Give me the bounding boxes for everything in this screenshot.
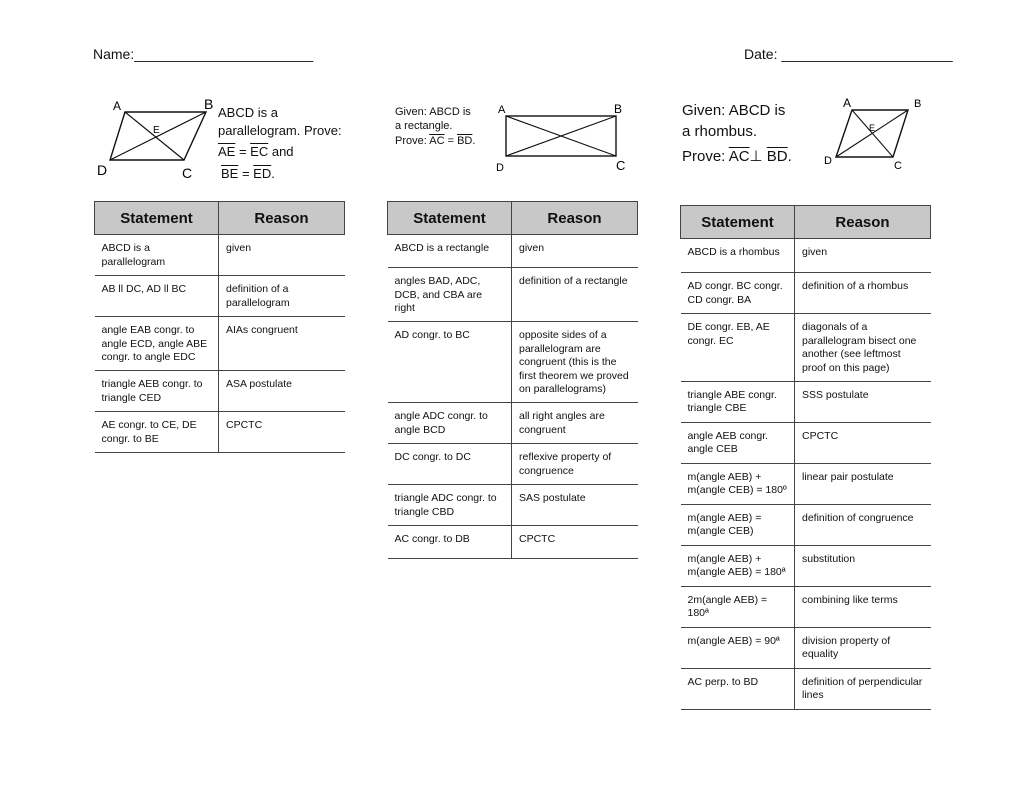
proof-row xyxy=(95,235,345,276)
period: . xyxy=(472,134,476,147)
statement-cell: DC congr. to DC xyxy=(388,444,512,485)
vertex-label-a: A xyxy=(113,99,122,113)
statement-cell: AB ll DC, AD ll BC xyxy=(95,276,219,317)
prove-prefix: Prove: xyxy=(395,134,430,147)
vertex-label-a: A xyxy=(843,96,852,110)
statement-cell: triangle AEB congr. to triangle CED xyxy=(95,371,219,412)
proof-row xyxy=(681,273,931,314)
statement-header: Statement xyxy=(95,202,219,235)
period: . xyxy=(787,148,792,165)
reason-cell: definition of a rhombus xyxy=(795,273,931,314)
statement-cell: m(angle AEB) + m(angle CEB) = 180º xyxy=(681,463,795,504)
statement-cell: ABCD is a rhombus xyxy=(681,239,795,273)
proof2-table xyxy=(387,201,638,559)
proof2-given-line1: Given: ABCD is xyxy=(395,106,471,118)
proof-row xyxy=(95,317,345,371)
statement-cell: DE congr. EB, AE congr. EC xyxy=(681,314,795,382)
equals-sign: = xyxy=(444,134,458,147)
statement-cell: m(angle AEB) = m(angle CEB) xyxy=(681,504,795,545)
reason-cell: CPCTC xyxy=(512,526,638,559)
segment-bd: $\overline{BD}$ xyxy=(457,134,473,147)
reason-cell: given xyxy=(219,235,345,276)
reason-cell: SSS postulate xyxy=(795,381,931,422)
reason-cell: definition of a rectangle xyxy=(512,268,638,322)
proof-row xyxy=(681,463,931,504)
date-field-label: Date: ______________________ xyxy=(744,46,953,62)
reason-cell: CPCTC xyxy=(795,422,931,463)
proof3-prove-line xyxy=(682,146,792,167)
reason-cell: substitution xyxy=(795,545,931,586)
statement-cell: angle EAB congr. to angle ECD, angle ABE congr. to angle EDC xyxy=(95,317,219,371)
proof1-prove-ae-ec xyxy=(218,143,342,161)
center-label-e: E xyxy=(869,123,876,133)
proof2-prove-line xyxy=(395,134,475,148)
segment-be: $\overline{BE}$ xyxy=(221,165,239,181)
segment-ac: $\overline{AC}$ xyxy=(728,148,750,165)
proof2-problem-statement xyxy=(395,105,475,148)
statement-cell: AC perp. to BD xyxy=(681,668,795,709)
proof3-given-line1: Given: ABCD is xyxy=(682,102,786,119)
vertex-label-b: B xyxy=(914,98,922,110)
reason-cell: linear pair postulate xyxy=(795,463,931,504)
reason-cell: division property of equality xyxy=(795,627,931,668)
proof-row xyxy=(388,268,638,322)
proof-row xyxy=(681,545,931,586)
rectangle-diagram xyxy=(490,98,630,176)
segment-bd: $\overline{BD}$ xyxy=(766,148,788,165)
statement-cell: AD congr. BC congr. CD congr. BA xyxy=(681,273,795,314)
statement-cell: ABCD is a parallelogram xyxy=(95,235,219,276)
statement-cell: ABCD is a rectangle xyxy=(388,235,512,268)
statement-cell: angle ADC congr. to angle BCD xyxy=(388,403,512,444)
statement-cell: AD congr. to BC xyxy=(388,321,512,402)
proof1-problem-line2: parallelogram. Prove: xyxy=(218,122,342,138)
proof2-given-line2: a rectangle. xyxy=(395,120,453,133)
segment-ed: $\overline{ED}$ xyxy=(253,165,272,181)
reason-cell: diagonals of a parallelogram bisect one another (see leftmost proof on this page) xyxy=(795,314,931,382)
proof-row xyxy=(388,526,638,559)
vertex-label-c: C xyxy=(894,160,902,172)
reason-header: Reason xyxy=(795,206,931,239)
proof-row xyxy=(388,403,638,444)
statement-cell: m(angle AEB) + m(angle AEB) = 180ª xyxy=(681,545,795,586)
proof-row xyxy=(681,627,931,668)
proof-row xyxy=(681,381,931,422)
proof-row xyxy=(681,422,931,463)
reason-cell: CPCTC xyxy=(219,412,345,453)
statement-cell: angles BAD, ADC, DCB, and CBA are right xyxy=(388,268,512,322)
diagonal-bd xyxy=(110,112,206,160)
statement-cell: m(angle AEB) = 90ª xyxy=(681,627,795,668)
diagonal-bd xyxy=(836,110,908,157)
statement-cell: 2m(angle AEB) = 180ª xyxy=(681,586,795,627)
and-word: and xyxy=(268,144,294,160)
proof-row xyxy=(681,668,931,709)
period: . xyxy=(271,165,275,181)
reason-cell: opposite sides of a parallelogram are congruent (this is the first theorem we proved on parallelograms) xyxy=(512,321,638,402)
reason-header: Reason xyxy=(219,202,345,235)
proof-row xyxy=(681,314,931,382)
prove-prefix: Prove: xyxy=(682,148,729,165)
vertex-label-c: C xyxy=(182,165,193,181)
vertex-label-b: B xyxy=(204,96,214,112)
reason-cell: all right angles are congruent xyxy=(512,403,638,444)
center-label-e: E xyxy=(153,125,160,136)
proof-row xyxy=(681,586,931,627)
equals-sign: = xyxy=(238,165,254,181)
statement-cell: angle AEB congr. angle CEB xyxy=(681,422,795,463)
statement-cell: triangle ABE congr. triangle CBE xyxy=(681,381,795,422)
reason-cell: given xyxy=(795,239,931,273)
proof-row xyxy=(388,485,638,526)
statement-cell: triangle ADC congr. to triangle CBD xyxy=(388,485,512,526)
proof-row xyxy=(681,239,931,273)
proof3-given-line2: a rhombus. xyxy=(682,123,758,140)
reason-cell: ASA postulate xyxy=(219,371,345,412)
reason-cell: definition of perpendicular lines xyxy=(795,668,931,709)
vertex-label-c: C xyxy=(616,158,626,173)
segment-ae: $\overline{AE}$ xyxy=(218,144,236,160)
vertex-label-d: D xyxy=(97,162,108,178)
reason-cell: definition of congruence xyxy=(795,504,931,545)
proof-row xyxy=(388,444,638,485)
proof-row xyxy=(388,321,638,402)
reason-header: Reason xyxy=(512,202,638,235)
segment-ac: $\overline{AC}$ xyxy=(429,134,445,147)
vertex-label-a: A xyxy=(498,104,506,116)
statement-header: Statement xyxy=(681,206,795,239)
proof1-problem-line1: ABCD is a xyxy=(218,105,278,120)
proof-row xyxy=(388,235,638,268)
proof3-table xyxy=(680,205,931,710)
proof-row xyxy=(681,504,931,545)
statement-header: Statement xyxy=(388,202,512,235)
reason-cell: combining like terms xyxy=(795,586,931,627)
proof3-problem-statement xyxy=(682,100,792,167)
reason-cell: given xyxy=(512,235,638,268)
proof-row xyxy=(95,412,345,453)
proof-row xyxy=(95,276,345,317)
reason-cell: reflexive property of congruence xyxy=(512,444,638,485)
proof1-table xyxy=(94,201,345,453)
perpendicular-symbol: ⊥ xyxy=(749,148,767,165)
reason-cell: SAS postulate xyxy=(512,485,638,526)
statement-cell: AC congr. to DB xyxy=(388,526,512,559)
vertex-label-d: D xyxy=(496,162,504,174)
parallelogram-diagram xyxy=(90,92,220,184)
proof1-prove-be-ed xyxy=(218,165,342,183)
reason-cell: definition of a parallelogram xyxy=(219,276,345,317)
vertex-label-d: D xyxy=(824,155,832,167)
diagonal-ac xyxy=(125,112,184,160)
vertex-label-b: B xyxy=(614,102,623,116)
statement-cell: AE congr. to CE, DE congr. to BE xyxy=(95,412,219,453)
proof-row xyxy=(95,371,345,412)
reason-cell: AIAs congruent xyxy=(219,317,345,371)
rhombus-diagram xyxy=(818,92,928,174)
equals-sign: = xyxy=(235,144,251,160)
segment-ec: $\overline{EC}$ xyxy=(250,144,269,160)
proof1-problem-statement xyxy=(218,104,342,182)
name-field-label: Name:_______________________ xyxy=(93,46,314,62)
